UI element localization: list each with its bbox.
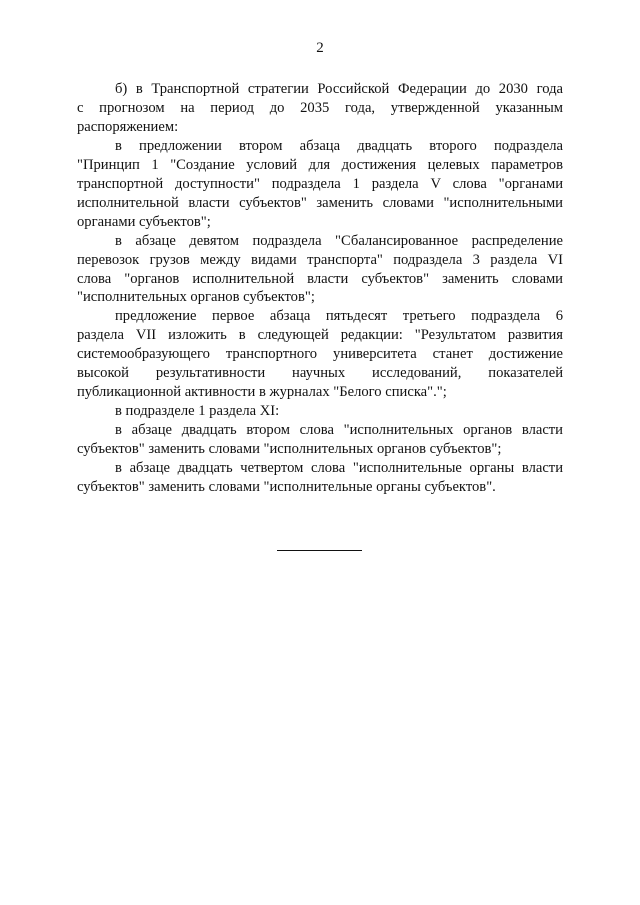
text-line: высокой результативности научных исследований, показателей [77, 365, 563, 382]
text-line: "исполнительных органов субъектов"; [77, 289, 315, 306]
page-number: 2 [316, 40, 324, 56]
text-line: перевозок грузов между видами транспорта" подраздела 3 раздела VI [77, 251, 563, 268]
paragraph-section-xi [77, 402, 563, 421]
text-line: в абзаце двадцать втором слова "исполнительных органов власти [115, 422, 563, 439]
closing-divider-line [277, 550, 362, 551]
text-line: субъектов" заменить словами "исполнительные органы субъектов". [77, 479, 496, 496]
text-line: исполнительной власти субъектов" заменить словами "исполнительными [77, 194, 563, 211]
text-line: "Принцип 1 "Создание условий для достижения целевых параметров [77, 156, 563, 173]
text-line: в предложении втором абзаца двадцать второго подраздела [115, 137, 563, 154]
document-body [77, 80, 563, 497]
text-line: распоряжением: [77, 118, 179, 135]
text-line: с прогнозом на период до 2035 года, утвержденной указанным [77, 99, 563, 116]
paragraph-freight-distribution [77, 232, 563, 308]
text-line: в абзаце двадцать четвертом слова "исполнительные органы власти [115, 460, 563, 477]
text-line: субъектов" заменить словами "исполнительных органов субъектов"; [77, 441, 502, 458]
paragraph-22nd-abzats [77, 421, 563, 459]
text-line: публикационной активности в журналах "Белого списка"."; [77, 384, 447, 401]
text-line: органами субъектов"; [77, 213, 211, 230]
text-line: б) в Транспортной стратегии Российской Федерации до 2030 года [115, 81, 563, 97]
paragraph-amendment-b [77, 80, 563, 137]
text-line: системообразующего транспортного университета станет достижение [77, 346, 563, 363]
text-line: в абзаце девятом подраздела "Сбалансированное распределение [115, 232, 563, 249]
text-line: в подразделе 1 раздела XI: [115, 403, 280, 420]
paragraph-24th-abzats [77, 459, 563, 497]
paragraph-principle-1 [77, 137, 563, 232]
text-line: транспортной доступности" подраздела 1 раздела V слова "органами [77, 175, 563, 192]
text-line: слова "органов исполнительной власти субъектов" заменить словами [77, 270, 563, 287]
text-line: предложение первое абзаца пятьдесят третьего подраздела 6 [115, 308, 563, 325]
paragraph-university [77, 307, 563, 402]
text-line: раздела VII изложить в следующей редакции: "Результатом развития [77, 327, 563, 344]
